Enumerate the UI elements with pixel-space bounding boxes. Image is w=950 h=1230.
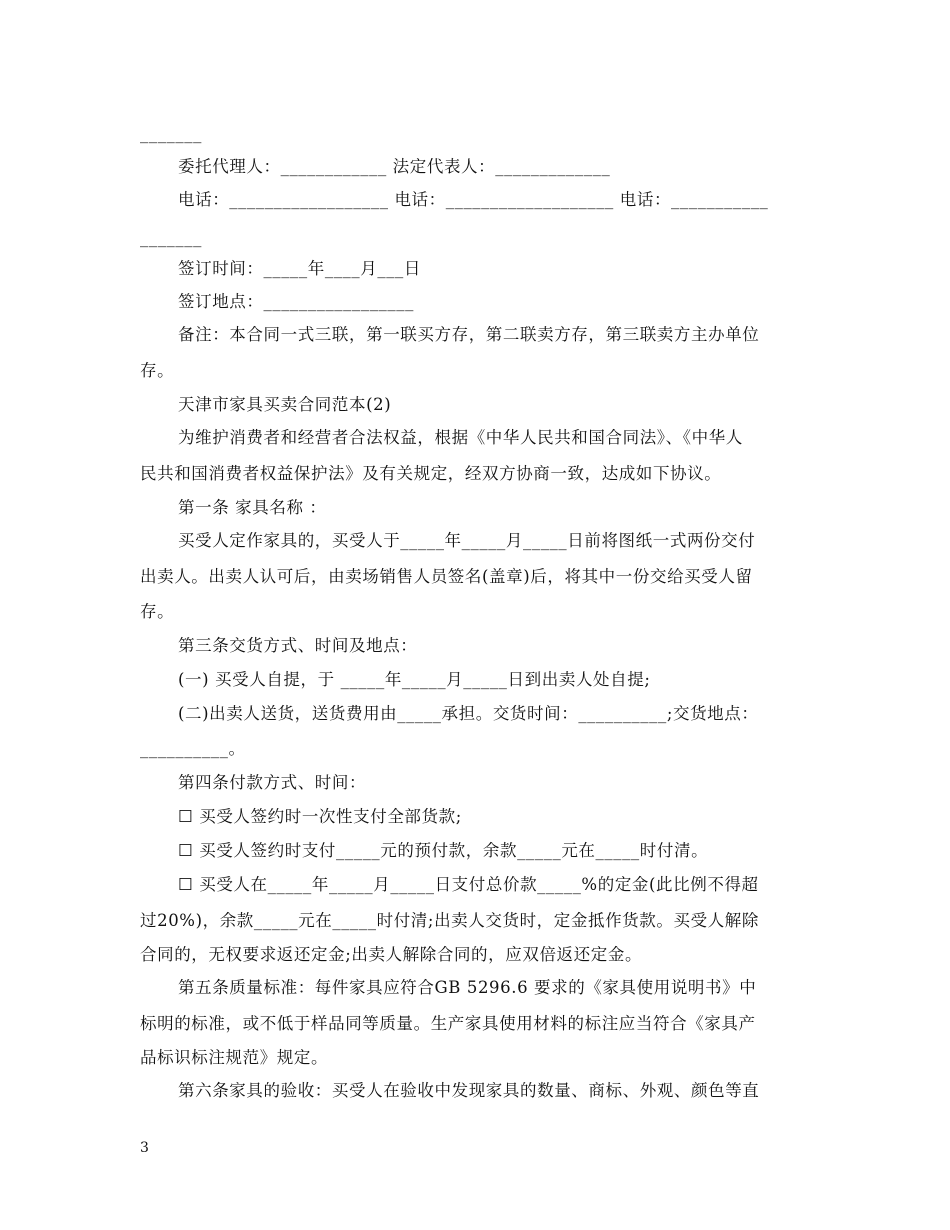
text-line: 第四条付款方式、时间： [178,773,367,792]
page-number: 3 [140,1140,149,1156]
text-line: (二)出卖人送货，送货费用由_____承担。交货时间：__________;交货地点： [178,704,759,723]
text-line: _______ [140,228,202,247]
text-line: 买受人定作家具的，买受人于_____年_____月_____日前将图纸一式两份交付 [178,531,756,550]
text-line: 第六条家具的验收：买受人在验收中发现家具的数量、商标、外观、颜色等直 [178,1081,760,1100]
text-line: 为维护消费者和经营者合法权益，根据《中华人民共和国合同法》、《中华人 [178,428,743,447]
text-line: 电话：__________________ 电话：___________________ 电话：___________ [178,190,769,209]
text-line: 第一条 家具名称 ： [178,498,327,517]
text-line: 存。 [140,602,175,621]
text-line: ☐ 买受人在_____年_____月_____日支付总价款_____%的定金(此比例不得超 [178,875,759,894]
text-line: 合同的，无权要求返还定金;出卖人解除合同的，应双倍返还定金。 [140,945,643,964]
text-line: _______ [140,124,202,143]
text-line: 标明的标准，或不低于样品同等质量。生产家具使用材料的标注应当符合《家具产 [140,1014,756,1033]
text-line: 备注：本合同一式三联，第一联买方存，第二联卖方存，第三联卖方主办单位 [178,325,760,344]
text-line: 签订时间：_____年____月___日 [178,259,421,278]
text-line: 第三条交货方式、时间及地点： [178,636,418,655]
text-line: __________。 [140,739,246,758]
text-line: 民共和国消费者权益保护法》及有关规定，经双方协商一致，达成如下协议。 [140,464,722,483]
text-line: 第五条质量标准：每件家具应符合GB 5296.6 要求的《家具使用说明书》中 [178,978,757,997]
text-line: 出卖人。出卖人认可后，由卖场销售人员签名(盖章)后，将其中一份交给买受人留 [140,567,753,586]
text-line: 品标识标注规范》规定。 [140,1048,329,1067]
text-line: (一) 买受人自提，于 _____年_____月_____日到出卖人处自提; [178,670,651,689]
text-line: ☐ 买受人签约时一次性支付全部货款; [178,807,462,826]
text-line: 过20%)，余款_____元在_____时付清;出卖人交货时，定金抵作货款。买受人解除 [140,911,759,930]
text-line: 签订地点：_________________ [178,292,414,311]
text-line: 存。 [140,361,175,380]
text-line: 委托代理人：____________ 法定代表人：_____________ [178,157,611,176]
text-line: 天津市家具买卖合同范本(2) [178,395,392,414]
text-line: ☐ 买受人签约时支付_____元的预付款，余款_____元在_____时付清。 [178,841,709,860]
